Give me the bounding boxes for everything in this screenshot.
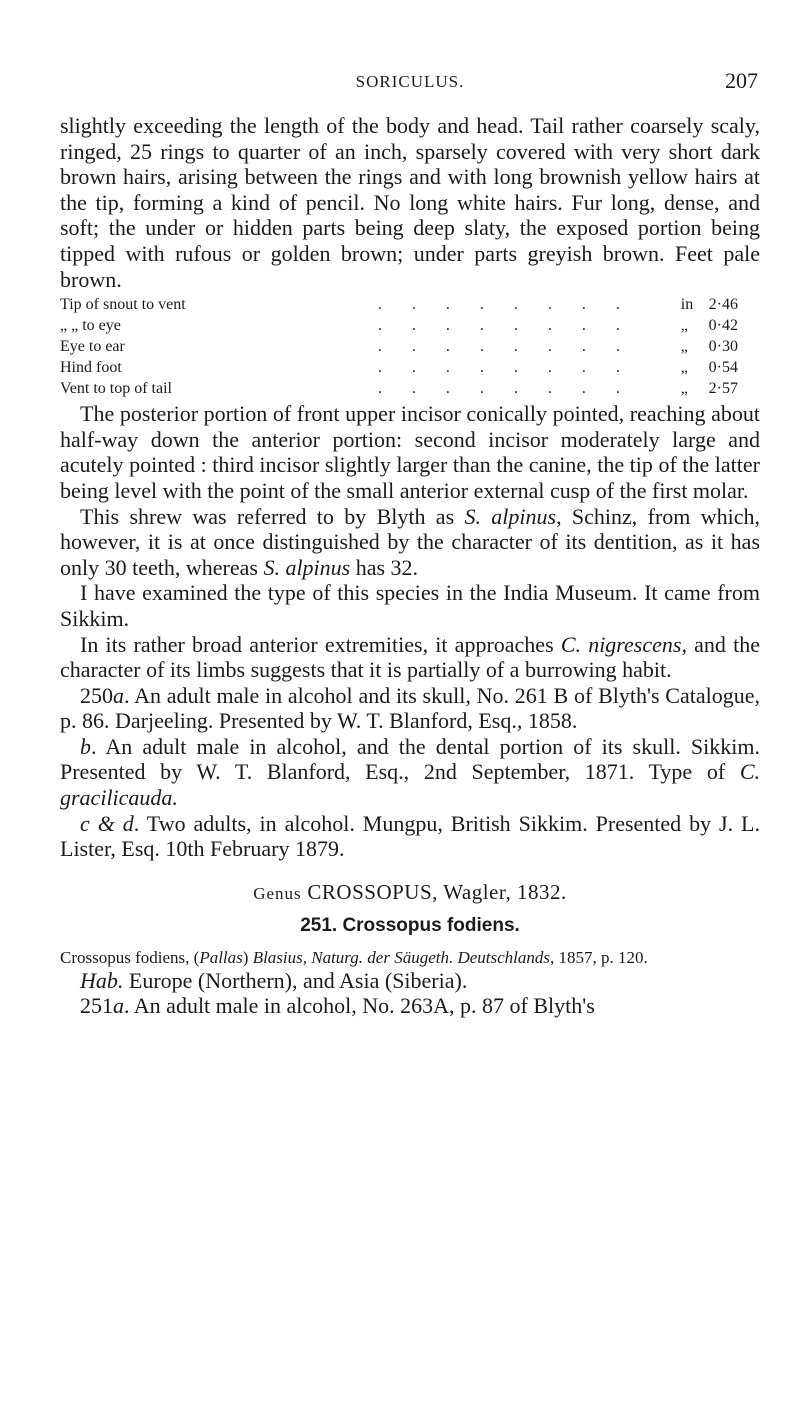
measurement-row — [60, 336, 760, 357]
measurement-leader: . . . . . . . . — [377, 338, 633, 356]
habitat: Hab. Europe (Northern), and Asia (Siberia). — [80, 967, 468, 993]
page-number: 207 — [725, 68, 758, 93]
page-header — [60, 68, 760, 98]
species-name-italic: C. nigrescens — [560, 631, 682, 657]
measurement-unit: „ — [680, 380, 688, 398]
measurement-row — [60, 357, 760, 378]
synonymy: Crossopus fodiens, (Pallas) Blasius, Naturg. der Säugeth. Deutschlands, 1857, p. 120. — [60, 947, 648, 967]
measurement-leader: . . . . . . . . — [377, 296, 633, 314]
specimen-251a: 251a. An adult male in alcohol, No. 263A, p. 87 of Blyth's — [80, 993, 595, 1019]
measurement-label: Eye to ear — [60, 338, 125, 356]
genus-heading — [60, 880, 760, 905]
measurements-table — [60, 294, 760, 399]
measurement-row — [60, 315, 760, 336]
specimen-b: b. An adult male in alcohol, and the dental portion of its skull. Sikkim. Presented by W. T. Blanford, Esq., 2nd September, 1871. Type of C. gracilicauda. — [60, 733, 760, 811]
measurement-value: 2·57 — [708, 380, 738, 398]
measurement-label: Vent to top of tail — [60, 380, 172, 398]
measurement-label: Tip of snout to vent — [60, 296, 186, 314]
specimen-250a: 250a. An adult male in alcohol and its skull, No. 261 B of Blyth's Catalogue, p. 86. Darjeeling. Presented by W. T. Blanford, Esq., 1858. — [60, 682, 760, 734]
paragraph-type-examined: I have examined the type of this species in the India Museum. It came from Sikkim. — [60, 580, 760, 631]
specimen-c-d: c & d. Two adults, in alcohol. Mungpu, British Sikkim. Presented by J. L. Lister, Esq. 10th February 1879. — [60, 810, 760, 862]
measurement-unit: „ — [680, 359, 688, 377]
species-name-italic: C. gracilicauda. — [60, 759, 760, 811]
page-body — [60, 113, 760, 1019]
species-heading: 251. Crossopus fodiens. — [300, 914, 520, 936]
measurement-value: 2·46 — [708, 296, 738, 314]
paragraph-extremities: In its rather broad anterior extremities, it approaches C. nigrescens, and the character of its limbs suggests that it is partially of a burrowing habit. — [60, 631, 760, 683]
measurement-row — [60, 294, 760, 315]
measurement-label: Hind foot — [60, 359, 122, 377]
measurement-leader: . . . . . . . . — [377, 317, 633, 335]
measurement-value: 0·42 — [708, 317, 738, 335]
species-name-italic: S. alpinus — [464, 503, 557, 529]
measurement-label: „ „ to eye — [60, 317, 121, 335]
running-head: SORICULUS. — [355, 72, 465, 91]
measurement-unit: „ — [680, 338, 688, 356]
measurement-unit: „ — [680, 317, 688, 335]
species-name-italic: S. alpinus — [263, 554, 351, 580]
measurement-value: 0·30 — [708, 338, 738, 356]
genus-label: Genus — [253, 883, 302, 903]
measurement-value: 0·54 — [708, 359, 738, 377]
measurement-unit: in — [680, 296, 694, 314]
paragraph-dentition: The posterior portion of front upper incisor conically pointed, reaching about half-way down the anterior portion: second incisor moderately large and acutely pointed : third incisor slightly larger than the canine, the tip of the latter being level with the point of the small anterior external cusp of the first molar. — [60, 401, 760, 503]
genus-name: CROSSOPUS, Wagler, 1832. — [307, 879, 567, 904]
measurement-row — [60, 378, 760, 399]
measurement-leader: . . . . . . . . — [377, 359, 633, 377]
paragraph-description: slightly exceeding the length of the body and head. Tail rather coarsely scaly, ringed, 25 rings to quarter of an inch, sparsely covered with very short dark brown hairs, arising between the rings and with long brownish yellow hairs at the tip, forming a kind of pencil. No long white hairs. Fur long, dense, and soft; the under or hidden parts being deep slaty, the exposed portion being tipped with rufous or golden brown; under parts greyish brown. Feet pale brown. — [60, 113, 760, 292]
paragraph-blyth-reference: This shrew was referred to by Blyth as S. alpinus, Schinz, from which, however, it is at once distinguished by the character of its dentition, as it has only 30 teeth, whereas S. alpinus has 32. — [60, 503, 760, 580]
measurement-leader: . . . . . . . . — [377, 380, 633, 398]
